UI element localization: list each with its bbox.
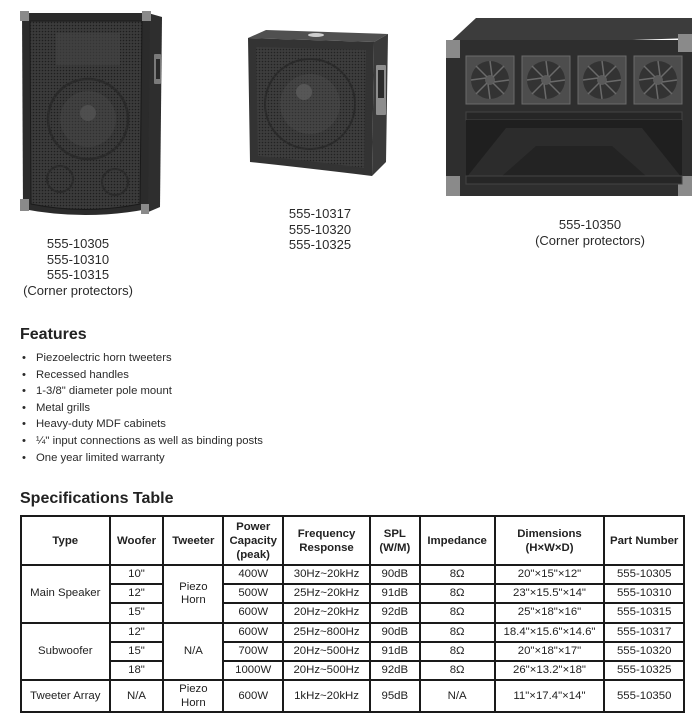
feature-item: • Heavy-duty MDF cabinets: [20, 416, 263, 433]
dimensions-cell: 11"×17.4"×14": [495, 680, 605, 712]
spl-cell: 90dB: [370, 623, 420, 642]
main-speaker-caption: [8, 236, 148, 298]
dimensions-cell: 18.4"×15.6"×14.6": [495, 623, 605, 642]
bullet-icon: •: [22, 385, 26, 398]
dimensions-cell: 23"×15.5"×14": [495, 584, 605, 603]
bullet-icon: •: [22, 352, 26, 364]
power-cell: 500W: [223, 584, 283, 603]
dimensions-cell: 20"×18"×17": [495, 642, 605, 661]
bullet-icon: •: [22, 451, 26, 464]
features-heading: Features: [20, 326, 87, 343]
woofer-cell: 12": [110, 623, 164, 642]
table-row: [21, 565, 684, 584]
tweeter-cell: N/A: [163, 623, 223, 681]
impedance-cell: N/A: [420, 680, 495, 712]
impedance-cell: 8Ω: [420, 603, 495, 622]
table-row: [21, 642, 684, 661]
caption-note: (Corner protectors): [23, 282, 133, 298]
frequency-cell: 1kHz~20kHz: [283, 680, 370, 712]
frequency-cell: 20Hz~500Hz: [283, 661, 370, 680]
spl-cell: 90dB: [370, 565, 420, 584]
power-cell: 700W: [223, 642, 283, 661]
spl-cell: 91dB: [370, 642, 420, 661]
part-number: 555-10317: [288, 206, 352, 221]
table-header-row: [21, 516, 684, 565]
dimensions-cell: 26"×13.2"×18": [495, 661, 605, 680]
tweeter-cell: Piezo Horn: [163, 565, 223, 623]
part-number-cell: 555-10315: [604, 603, 684, 622]
tweeter-array-image: [446, 18, 692, 198]
header-type: Type: [21, 516, 110, 565]
feature-item: • One year limited warranty: [20, 450, 263, 467]
part-number: 555-10305: [46, 236, 110, 251]
table-row: [21, 680, 684, 712]
frequency-cell: 20Hz~20kHz: [283, 603, 370, 622]
part-number-cell: 555-10320: [604, 642, 684, 661]
feature-item: • 1-3/8" diameter pole mount: [20, 383, 263, 400]
power-cell: 600W: [223, 623, 283, 642]
header-tweeter: Tweeter: [163, 516, 223, 565]
part-number: 555-10350: [558, 217, 622, 232]
part-number: 555-10315: [46, 267, 110, 282]
feature-item: • ¼" input connections as well as binding posts: [20, 433, 263, 450]
header-dimensions: Dimensions (H×W×D): [495, 516, 605, 565]
impedance-cell: 8Ω: [420, 584, 495, 603]
frequency-cell: 25Hz~800Hz: [283, 623, 370, 642]
header-power: Power Capacity (peak): [223, 516, 283, 565]
part-number: 555-10310: [46, 251, 110, 267]
bullet-icon: •: [22, 418, 26, 431]
spl-cell: 91dB: [370, 584, 420, 603]
part-number-cell: 555-10350: [604, 680, 684, 712]
feature-item: • Metal grills: [20, 400, 263, 417]
woofer-cell: 18": [110, 661, 164, 680]
bullet-icon: •: [22, 368, 26, 381]
main-speaker-image: [20, 9, 162, 220]
impedance-cell: 8Ω: [420, 565, 495, 584]
woofer-cell: 15": [110, 603, 164, 622]
type-cell: Subwoofer: [21, 623, 110, 681]
frequency-cell: 25Hz~20kHz: [283, 584, 370, 603]
subwoofer-image: [246, 30, 388, 178]
type-cell: Tweeter Array: [21, 680, 110, 712]
tweeter-cell: Piezo Horn: [163, 680, 223, 712]
table-row: [21, 623, 684, 642]
woofer-cell: 10": [110, 565, 164, 584]
power-cell: 600W: [223, 680, 283, 712]
woofer-cell: N/A: [110, 680, 164, 712]
impedance-cell: 8Ω: [420, 661, 495, 680]
part-number-cell: 555-10305: [604, 565, 684, 584]
dimensions-cell: 25"×18"×16": [495, 603, 605, 622]
woofer-cell: 15": [110, 642, 164, 661]
feature-item: • Recessed handles: [20, 367, 263, 384]
features-list: [20, 350, 263, 466]
specifications-table: [20, 515, 685, 713]
part-number: 555-10320: [288, 221, 352, 237]
specs-heading: Specifications Table: [20, 490, 174, 507]
table-row: [21, 584, 684, 603]
header-impedance: Impedance: [420, 516, 495, 565]
part-number-cell: 555-10310: [604, 584, 684, 603]
part-number-cell: 555-10325: [604, 661, 684, 680]
table-row: [21, 603, 684, 622]
frequency-cell: 30Hz~20kHz: [283, 565, 370, 584]
impedance-cell: 8Ω: [420, 623, 495, 642]
subwoofer-caption: [270, 206, 370, 253]
type-cell: Main Speaker: [21, 565, 110, 623]
spl-cell: 92dB: [370, 603, 420, 622]
dimensions-cell: 20"×15"×12": [495, 565, 605, 584]
feature-item: • Piezoelectric horn tweeters: [20, 350, 263, 367]
spl-cell: 92dB: [370, 661, 420, 680]
power-cell: 1000W: [223, 661, 283, 680]
power-cell: 400W: [223, 565, 283, 584]
header-frequency: Frequency Response: [283, 516, 370, 565]
power-cell: 600W: [223, 603, 283, 622]
header-spl: SPL (W/M): [370, 516, 420, 565]
caption-note: (Corner protectors): [535, 232, 645, 248]
part-number: 555-10325: [288, 237, 352, 252]
frequency-cell: 20Hz~500Hz: [283, 642, 370, 661]
spl-cell: 95dB: [370, 680, 420, 712]
bullet-icon: •: [22, 434, 26, 447]
tweeter-array-caption: [520, 217, 660, 248]
part-number-cell: 555-10317: [604, 623, 684, 642]
header-part-number: Part Number: [604, 516, 684, 565]
bullet-icon: •: [22, 401, 26, 414]
header-woofer: Woofer: [110, 516, 164, 565]
impedance-cell: 8Ω: [420, 642, 495, 661]
table-row: [21, 661, 684, 680]
woofer-cell: 12": [110, 584, 164, 603]
